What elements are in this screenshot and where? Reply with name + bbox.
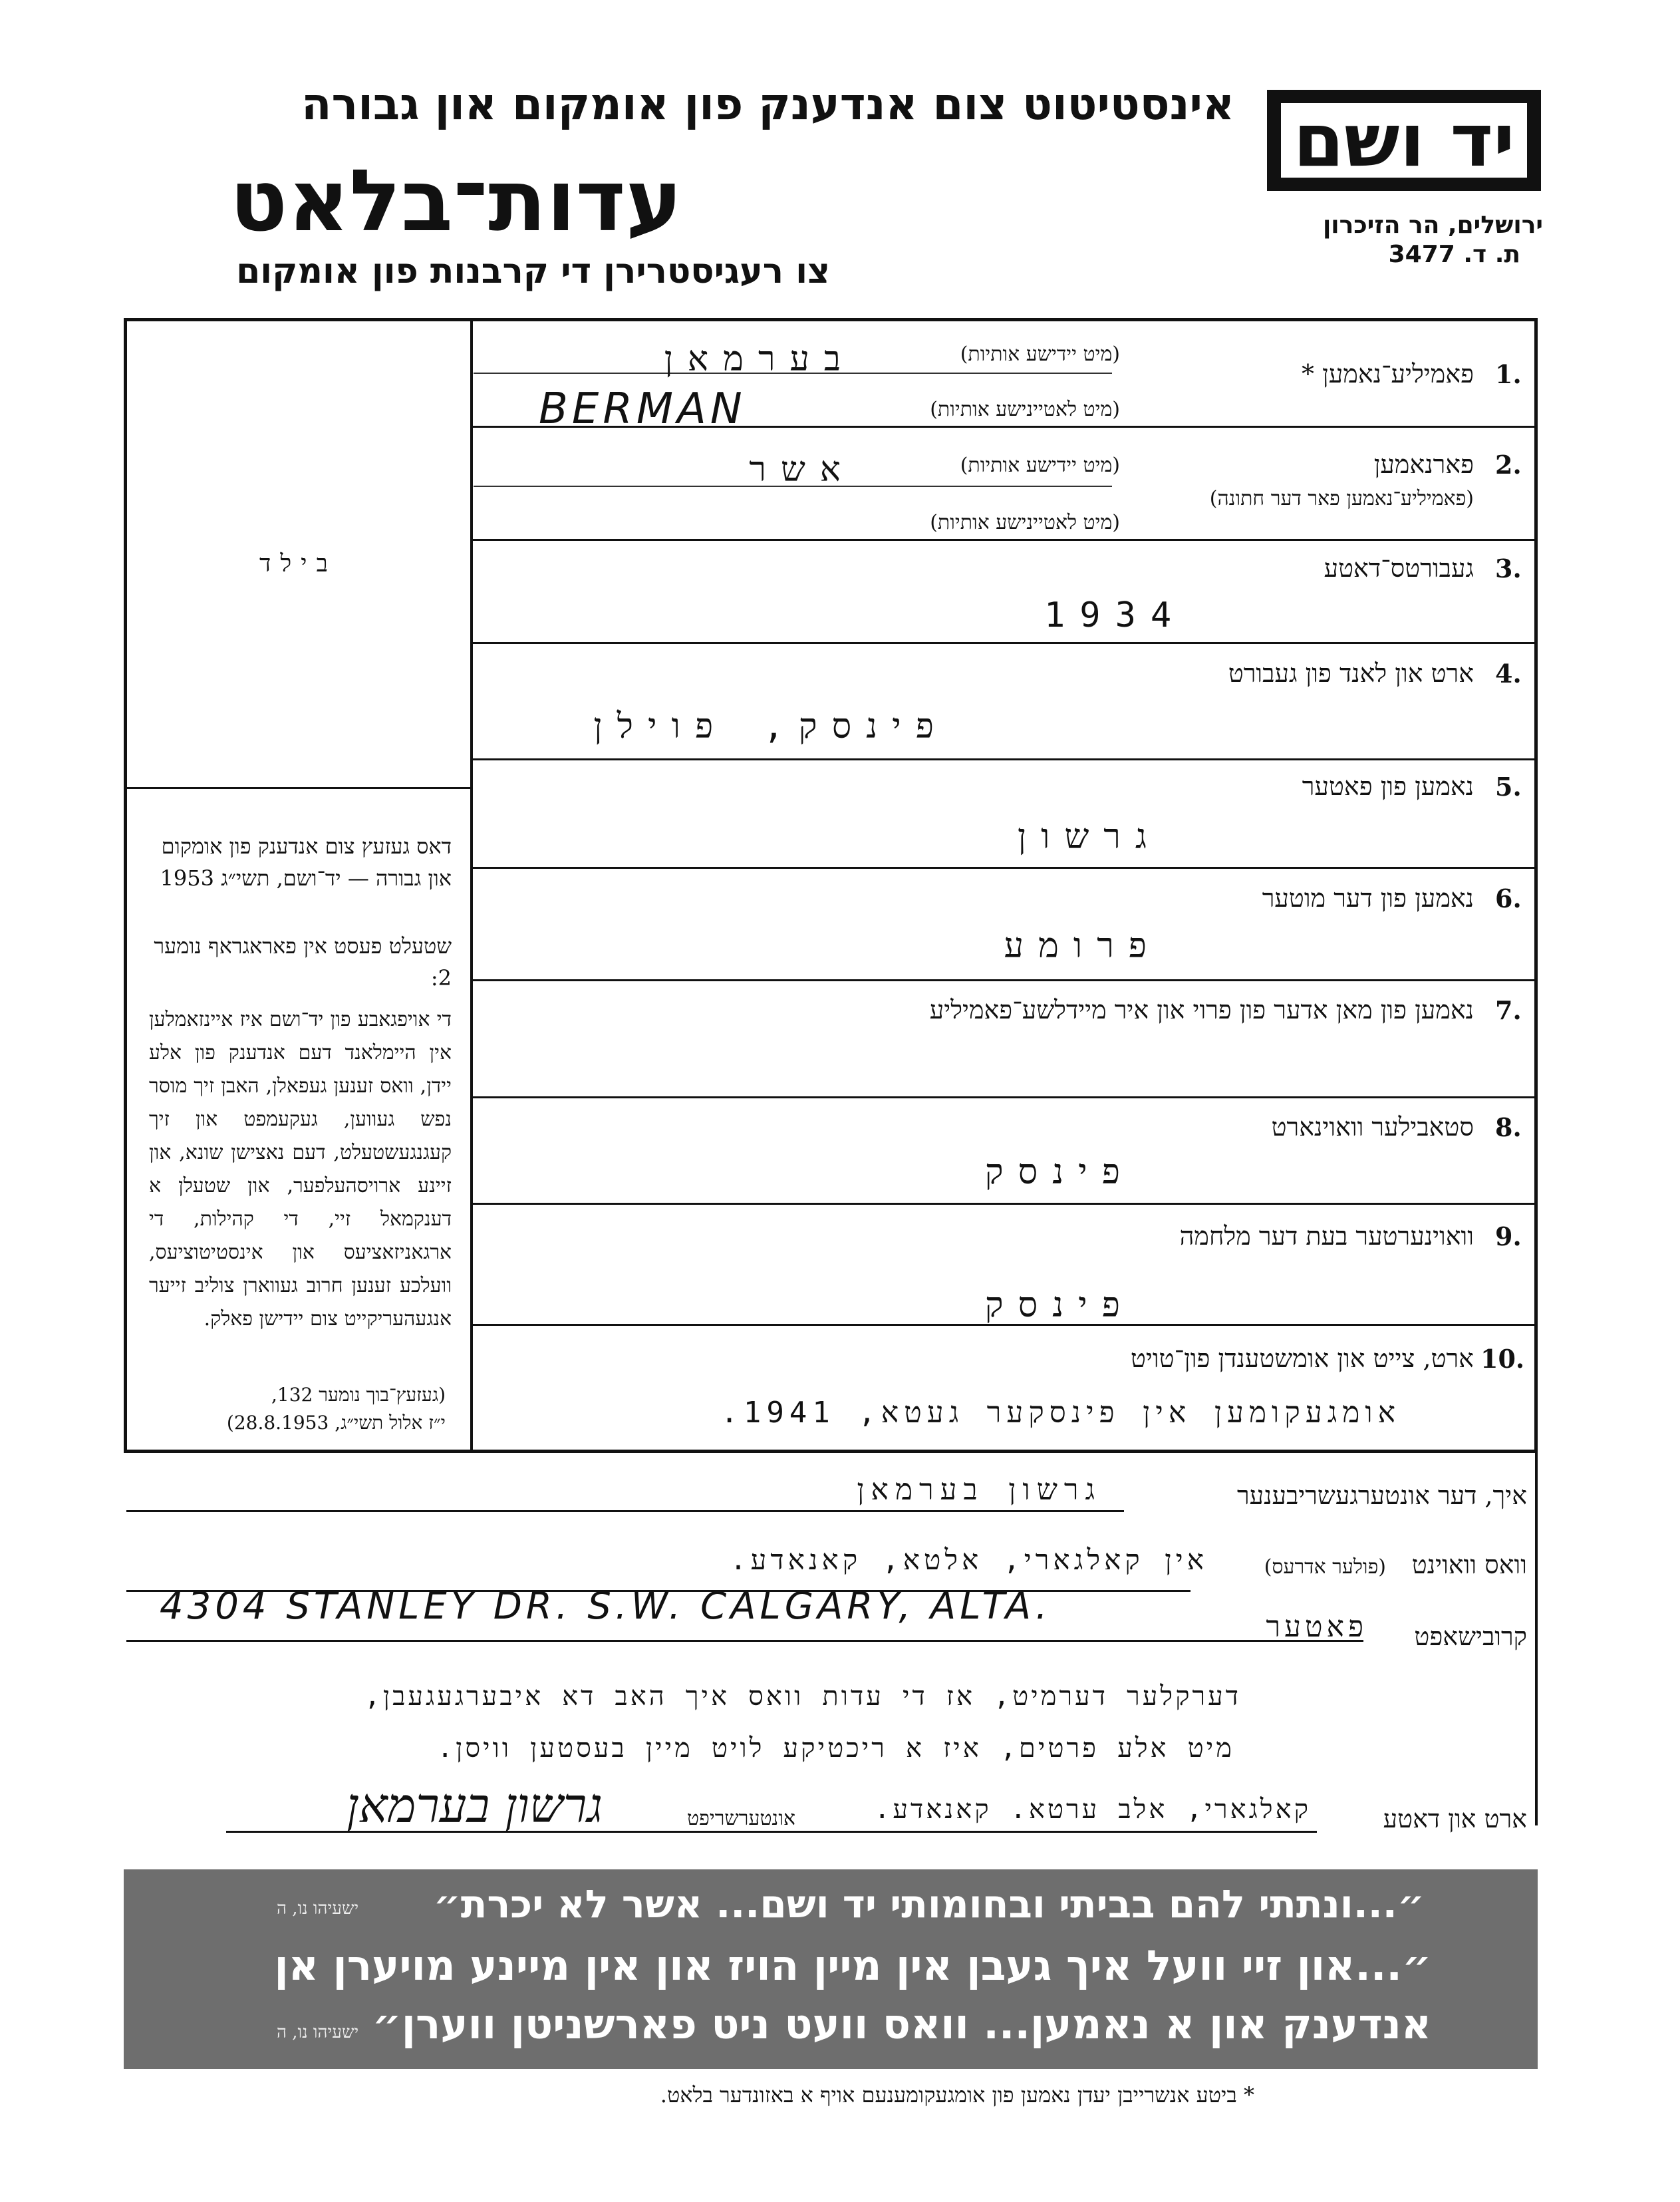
field-1-latin-hint: (מיט לאטיינישע אותיות) xyxy=(930,398,1120,421)
declarant-address-value[interactable]: אין קאלגארי, אלטא, קאנאדע. xyxy=(730,1543,1208,1576)
field-2-yiddish-hint: (מיט יידישע אותיות) xyxy=(960,454,1120,477)
place-date-label: ארט און דאטע xyxy=(1383,1804,1527,1833)
field-6-number: 6. xyxy=(1495,883,1522,913)
address-line-2: ת. ד. 3477 xyxy=(1388,241,1520,268)
field-9-number: 9. xyxy=(1495,1221,1522,1251)
declaration-line-2: מיט אלע פרטים, איז א ריכטיקע לויט מיין בעסטען וויסן. xyxy=(437,1733,1234,1764)
signature-value[interactable]: גרשון בערמאן xyxy=(347,1778,603,1833)
field-7-label: נאמען פון מאן אדער פון פרוי און איר מיידלשע־פאמיליע xyxy=(929,995,1474,1024)
declarant-name-label: איך, דער אונטערגעשריבענער xyxy=(1236,1481,1527,1510)
field-4-value[interactable]: פינסק, פוילן xyxy=(593,707,948,746)
banner-line-1-source: ישעיהו נו, ה xyxy=(277,1899,359,1919)
footnote: * ביטע אנשרייבן יעדן נאמען פון אומגעקומענעם אויף א באזונדער בלאט. xyxy=(660,2082,1254,2108)
banner-line-2: ״...און זיי וועל איך געבן אין מיין הויז און אין מיינע מויערן אן xyxy=(274,1941,1431,1990)
field-6-label: נאמען פון דער מוטער xyxy=(1262,883,1474,913)
photo-box-bottom xyxy=(125,787,471,789)
field-10-number: 10. xyxy=(1480,1344,1525,1374)
row-sep-5 xyxy=(472,867,1536,869)
form-subtitle: צו רעגיסטרירן די קרבנות פון אומקום xyxy=(236,251,830,291)
row-sep-2 xyxy=(472,539,1536,541)
declarant-name-value[interactable]: גרשון בערמאן xyxy=(857,1473,1101,1507)
sidebar-body: די אויפגאבע פון יד־ושם איז איינזאמלען אין היימלאנד דעם אנדענק פון אלע יידן, וואס זענען געפאלן, האבן זיך מוסר נפש געווען, געקעמפט און זיך קעגנגעשטעלט, דעם נאצישן שונא, און זיינע ארויסהעלפער, און שטעלן א דענקמאל זיי, די קהילות, די ארגאניזאציעס און אינסטיטוציעס, וועלכע זענען חרוב געווארן צוליב זייער אנגעהעריקייט צום יידישן פאלק. xyxy=(149,1008,452,1331)
row-sep-7 xyxy=(472,1096,1536,1098)
field-2-value[interactable]: אשר xyxy=(749,450,855,490)
field-10-value[interactable]: אומגעקומען אין פינסקער געטא, 1941. xyxy=(720,1396,1401,1430)
declarant-relation-value[interactable]: פאטער xyxy=(1266,1610,1367,1644)
row-sep-8 xyxy=(472,1203,1536,1205)
field-1-latin-value[interactable]: BERMAN xyxy=(539,385,746,434)
field-3-label: געבורטס־דאטע xyxy=(1324,553,1474,583)
logo-text: יד ושם xyxy=(1281,103,1526,178)
institute-name: אינסטיטוט צום אנדענק פון אומקום און גבורה xyxy=(301,79,1234,130)
declarant-relation-label: קרובישאפט xyxy=(1414,1622,1527,1651)
field-4-label: ארט און לאנד פון געבורט xyxy=(1228,659,1474,688)
declarant-address-hint: (פולער אדרעס) xyxy=(1264,1555,1386,1579)
field-1-number: 1. xyxy=(1495,359,1522,389)
sidebar-ref-1: (געזעץ־בוך נומער 132, xyxy=(271,1384,446,1406)
field-2-note: (פאמיליע־נאמען פאר דער חתונה) xyxy=(1209,487,1474,510)
field-1-value[interactable]: בערמאן xyxy=(664,339,855,379)
field-6-value[interactable]: פרומע xyxy=(1004,926,1161,966)
declarant-address-latin[interactable]: 4304 STANLEY DR. S.W. CALGARY, ALTA. xyxy=(160,1585,1051,1628)
sidebar-law xyxy=(149,830,452,894)
sidebar-paragraph xyxy=(149,930,452,994)
field-9-label: וואוינערטער בעת דער מלחמה xyxy=(1179,1221,1474,1251)
column-divider xyxy=(470,319,473,1450)
field-2-number: 2. xyxy=(1495,450,1522,480)
row-sep-3 xyxy=(472,642,1536,644)
signature-label: אונטערשריפט xyxy=(687,1807,795,1830)
field-8-label: סטאבילער וואוינארט xyxy=(1271,1112,1474,1142)
field-7-number: 7. xyxy=(1495,995,1522,1025)
quote-banner xyxy=(124,1869,1538,2069)
banner-line-1: ״...ונתתי להם בביתי ובחומותי יד ושם... אשר לא יכרת״ xyxy=(433,1881,1425,1927)
declarant-line-3 xyxy=(126,1640,1363,1642)
sidebar-law-text: דאס געזעץ צום אנדענק פון אומקום און גבורה — יד־ושם, תשי״ג 1953 xyxy=(160,834,452,891)
declarant-address-label: וואס וואוינט xyxy=(1411,1550,1527,1579)
field-2-latin-hint: (מיט לאטיינישע אותיות) xyxy=(930,511,1120,534)
field-8-value[interactable]: פינסק xyxy=(984,1152,1135,1192)
field-2-label: פארנאמען xyxy=(1373,450,1474,479)
row-sep-4 xyxy=(472,758,1536,760)
declaration-line-1: דערקלער דערמיט, אז די עדות וואס איך האב דא איבערגעגעבן, xyxy=(364,1681,1241,1712)
sidebar-paragraph-text: שטעלט פעסט אין פאראגראף נומער 2: xyxy=(154,933,452,991)
yad-vashem-logo xyxy=(1267,90,1541,191)
field-5-number: 5. xyxy=(1495,772,1522,802)
sidebar-ref-2: י״ז אלול תשי״ג, 28.8.1953) xyxy=(226,1412,446,1434)
banner-line-3: אנדענק און א נאמען... וואס וועט ניט פארשניטן ווערן״ xyxy=(372,2000,1431,2048)
field-10-label: ארט, צייט און אומשטענדן פון־טויט xyxy=(1130,1344,1474,1373)
field-3-value[interactable]: 1934 xyxy=(1044,595,1187,635)
field-5-value[interactable]: גרשון xyxy=(1017,817,1161,857)
address-line-1: ירושלים, הר הזיכרון xyxy=(1322,212,1543,239)
field-1-yiddish-hint: (מיט יידישע אותיות) xyxy=(960,343,1120,366)
form-title: עדות־בלאט xyxy=(229,152,682,251)
declarant-line-1 xyxy=(126,1510,1124,1512)
declarant-right-border xyxy=(1535,1453,1538,1825)
field-8-number: 8. xyxy=(1495,1112,1522,1142)
field-5-label: נאמען פון פאטער xyxy=(1302,772,1474,801)
field-3-number: 3. xyxy=(1495,553,1522,583)
field-4-number: 4. xyxy=(1495,659,1522,689)
field-1-label: פאמיליע־נאמען * xyxy=(1302,359,1474,389)
row-sep-6 xyxy=(472,979,1536,981)
field-9-value[interactable]: פינסק xyxy=(984,1285,1135,1325)
banner-line-3-source: ישעיהו נו, ה xyxy=(277,2022,359,2042)
place-date-value[interactable]: קאלגארי, אלב ערטא. קאנאדע. xyxy=(874,1794,1311,1825)
photo-label: בילד xyxy=(259,550,337,577)
